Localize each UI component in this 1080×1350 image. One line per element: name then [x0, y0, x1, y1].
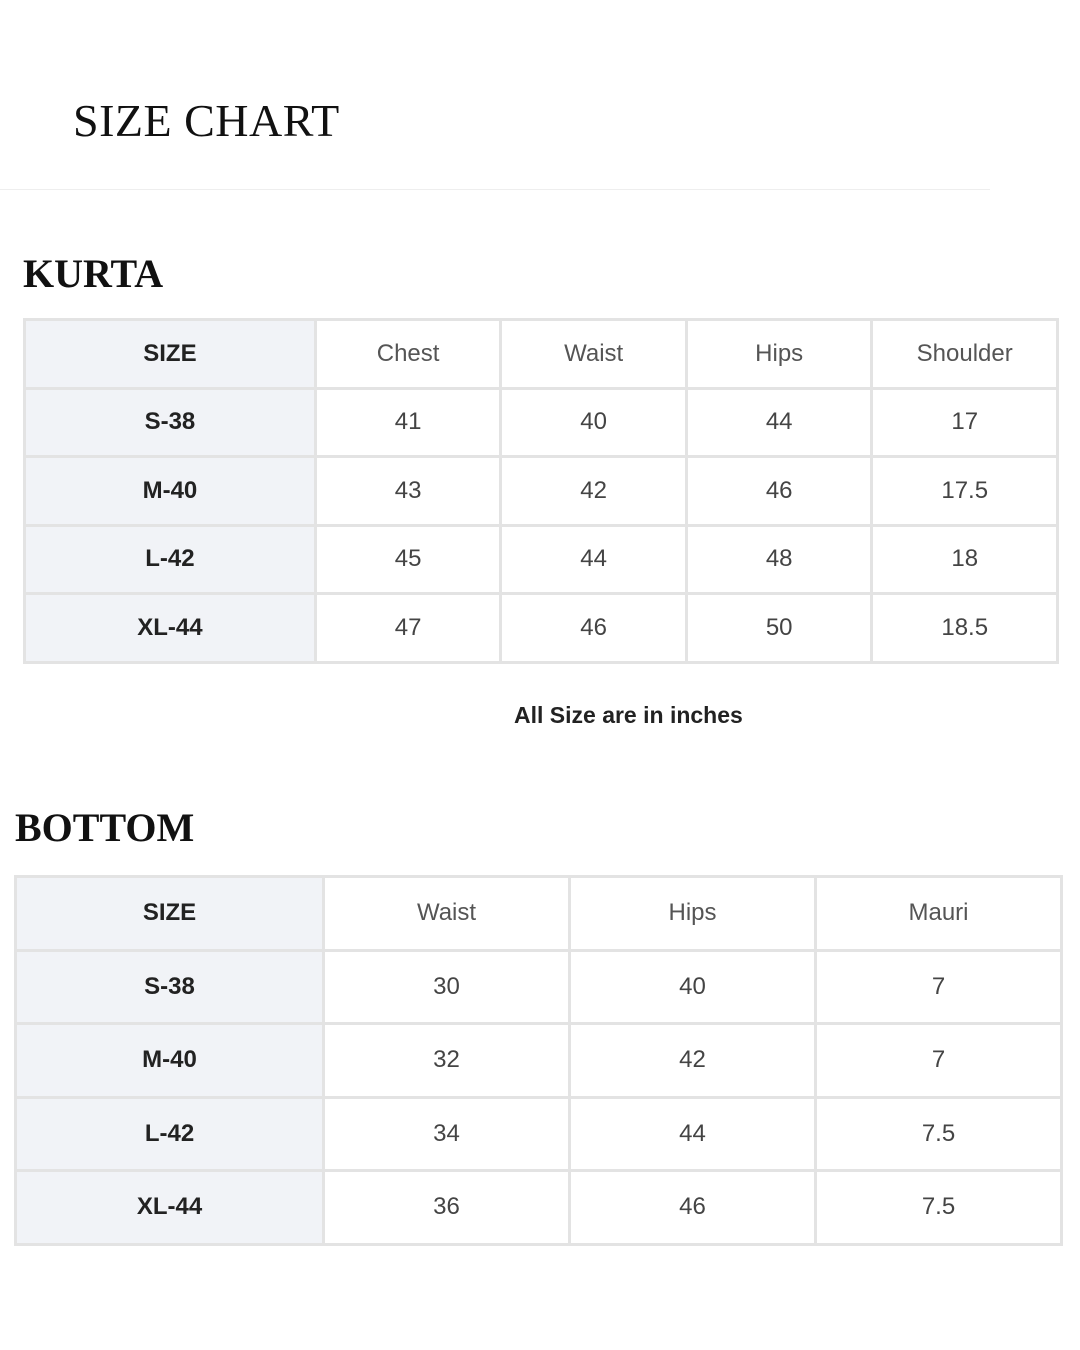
table-row: [16, 1171, 1062, 1245]
waist-value: 46: [501, 594, 687, 663]
size-label: XL-44: [25, 594, 316, 663]
chest-value: 45: [315, 525, 501, 594]
table-row: [25, 388, 1058, 457]
size-label: M-40: [25, 457, 316, 526]
shoulder-value: 17.5: [872, 457, 1058, 526]
table-row: [16, 1097, 1062, 1171]
table-row: [25, 457, 1058, 526]
mauri-value: 7.5: [816, 1097, 1062, 1171]
size-label: L-42: [16, 1097, 324, 1171]
header-chest: Chest: [315, 320, 501, 389]
table-row: [16, 950, 1062, 1024]
size-label: L-42: [25, 525, 316, 594]
size-label: S-38: [16, 950, 324, 1024]
waist-value: 44: [501, 525, 687, 594]
mauri-value: 7.5: [816, 1171, 1062, 1245]
waist-value: 40: [501, 388, 687, 457]
header-waist: Waist: [324, 877, 570, 951]
kurta-size-table: [23, 318, 1059, 664]
bottom-size-table: [14, 875, 1063, 1246]
bottom-heading: BOTTOM: [15, 805, 195, 850]
size-label: XL-44: [16, 1171, 324, 1245]
page-title: SIZE CHART: [73, 95, 340, 146]
hips-value: 40: [570, 950, 816, 1024]
hips-value: 46: [570, 1171, 816, 1245]
hips-value: 46: [686, 457, 872, 526]
hips-value: 44: [570, 1097, 816, 1171]
chest-value: 41: [315, 388, 501, 457]
table-header-row: [25, 320, 1058, 389]
header-shoulder: Shoulder: [872, 320, 1058, 389]
header-hips: Hips: [686, 320, 872, 389]
hips-value: 48: [686, 525, 872, 594]
title-divider: [0, 189, 990, 190]
header-size: SIZE: [16, 877, 324, 951]
chest-value: 43: [315, 457, 501, 526]
table-row: [16, 1024, 1062, 1098]
hips-value: 42: [570, 1024, 816, 1098]
header-size: SIZE: [25, 320, 316, 389]
hips-value: 44: [686, 388, 872, 457]
header-hips: Hips: [570, 877, 816, 951]
shoulder-value: 18.5: [872, 594, 1058, 663]
size-label: M-40: [16, 1024, 324, 1098]
waist-value: 32: [324, 1024, 570, 1098]
table-row: [25, 525, 1058, 594]
kurta-heading: KURTA: [23, 251, 164, 296]
header-waist: Waist: [501, 320, 687, 389]
table-header-row: [16, 877, 1062, 951]
table-row: [25, 594, 1058, 663]
waist-value: 36: [324, 1171, 570, 1245]
header-mauri: Mauri: [816, 877, 1062, 951]
shoulder-value: 17: [872, 388, 1058, 457]
waist-value: 34: [324, 1097, 570, 1171]
waist-value: 42: [501, 457, 687, 526]
hips-value: 50: [686, 594, 872, 663]
units-note: All Size are in inches: [514, 702, 743, 728]
chest-value: 47: [315, 594, 501, 663]
size-label: S-38: [25, 388, 316, 457]
mauri-value: 7: [816, 950, 1062, 1024]
waist-value: 30: [324, 950, 570, 1024]
shoulder-value: 18: [872, 525, 1058, 594]
mauri-value: 7: [816, 1024, 1062, 1098]
